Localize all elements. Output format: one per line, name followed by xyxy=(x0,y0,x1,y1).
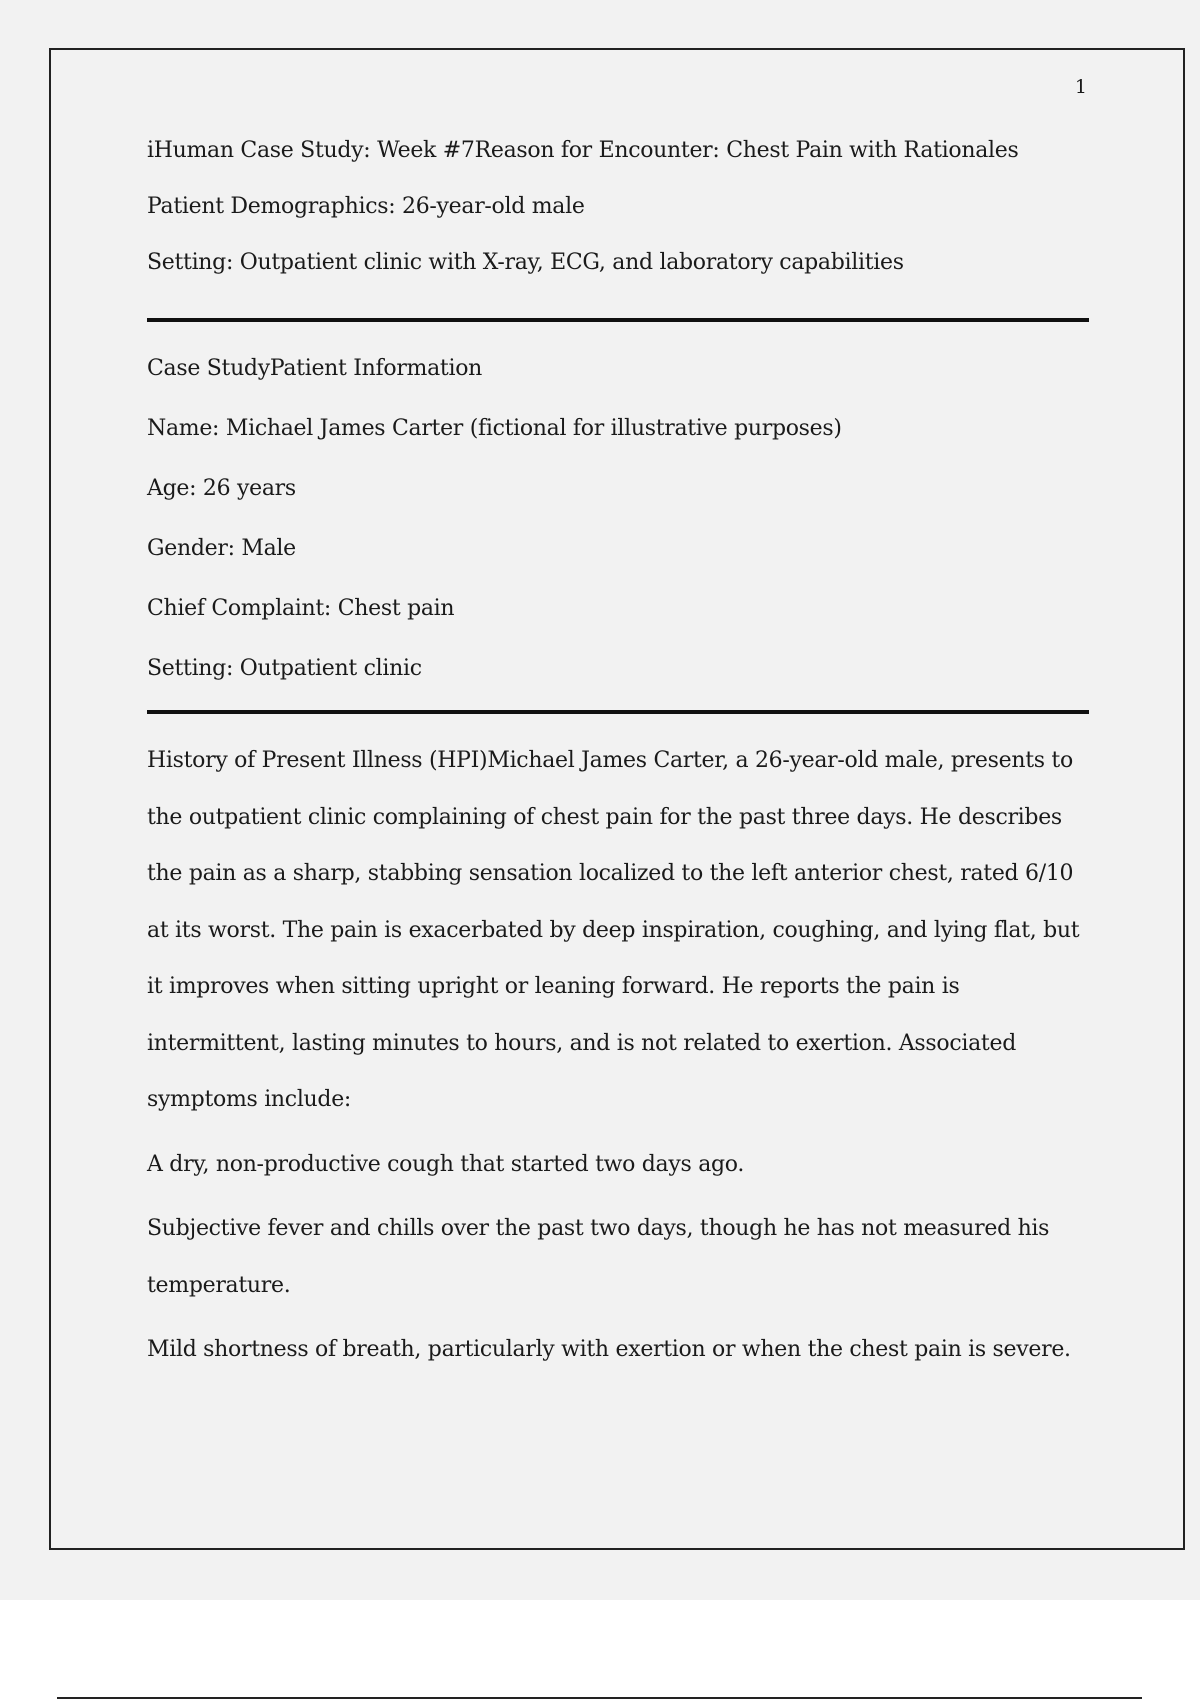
next-page-edge xyxy=(57,1697,1142,1699)
patient-info-section xyxy=(147,358,1091,680)
symptom-item: Subjective fever and chills over the past two days, though he has not measured his temperature. xyxy=(147,1216,1050,1298)
setting-line: Setting: Outpatient clinic with X-ray, ECG, and laboratory capabilities xyxy=(147,250,904,275)
patient-demographics: Patient Demographics: 26-year-old male xyxy=(147,194,585,219)
symptom-item: Mild shortness of breath, particularly with exertion or when the chest pain is severe. xyxy=(147,1337,1071,1362)
symptom-item: A dry, non-productive cough that started two days ago. xyxy=(147,1151,745,1177)
header-section xyxy=(147,140,1091,274)
patient-info-heading: Case StudyPatient Information xyxy=(147,356,483,381)
horizontal-rule xyxy=(147,710,1089,714)
horizontal-rule xyxy=(147,318,1089,322)
document-page xyxy=(49,48,1185,1550)
hpi-section xyxy=(147,733,1091,1379)
page-content xyxy=(147,140,1091,1379)
document-title: iHuman Case Study: Week #7Reason for Encounter: Chest Pain with Rationales xyxy=(147,138,1019,163)
hpi-paragraph: History of Present Illness (HPI)Michael James Carter, a 26-year-old male, presents to the outpatient clinic complaining of chest pain for the past three days. He describes the pain as a sharp, stabbing sensation localized to the left anterior chest, rated 6/10 at its worst. The pain is exacerbated by deep inspiration, coughing, and lying flat, but it improves when sitting upright or leaning forward. He reports the pain is intermittent, lasting minutes to hours, and is not related to exertion. Associated symptoms include: xyxy=(147,748,1080,1112)
patient-gender: Gender: Male xyxy=(147,536,296,561)
patient-name: Name: Michael James Carter (fictional for illustrative purposes) xyxy=(147,416,842,441)
chief-complaint: Chief Complaint: Chest pain xyxy=(147,596,455,621)
page-number: 1 xyxy=(1074,76,1087,98)
patient-age: Age: 26 years xyxy=(147,476,296,501)
patient-setting: Setting: Outpatient clinic xyxy=(147,656,422,681)
